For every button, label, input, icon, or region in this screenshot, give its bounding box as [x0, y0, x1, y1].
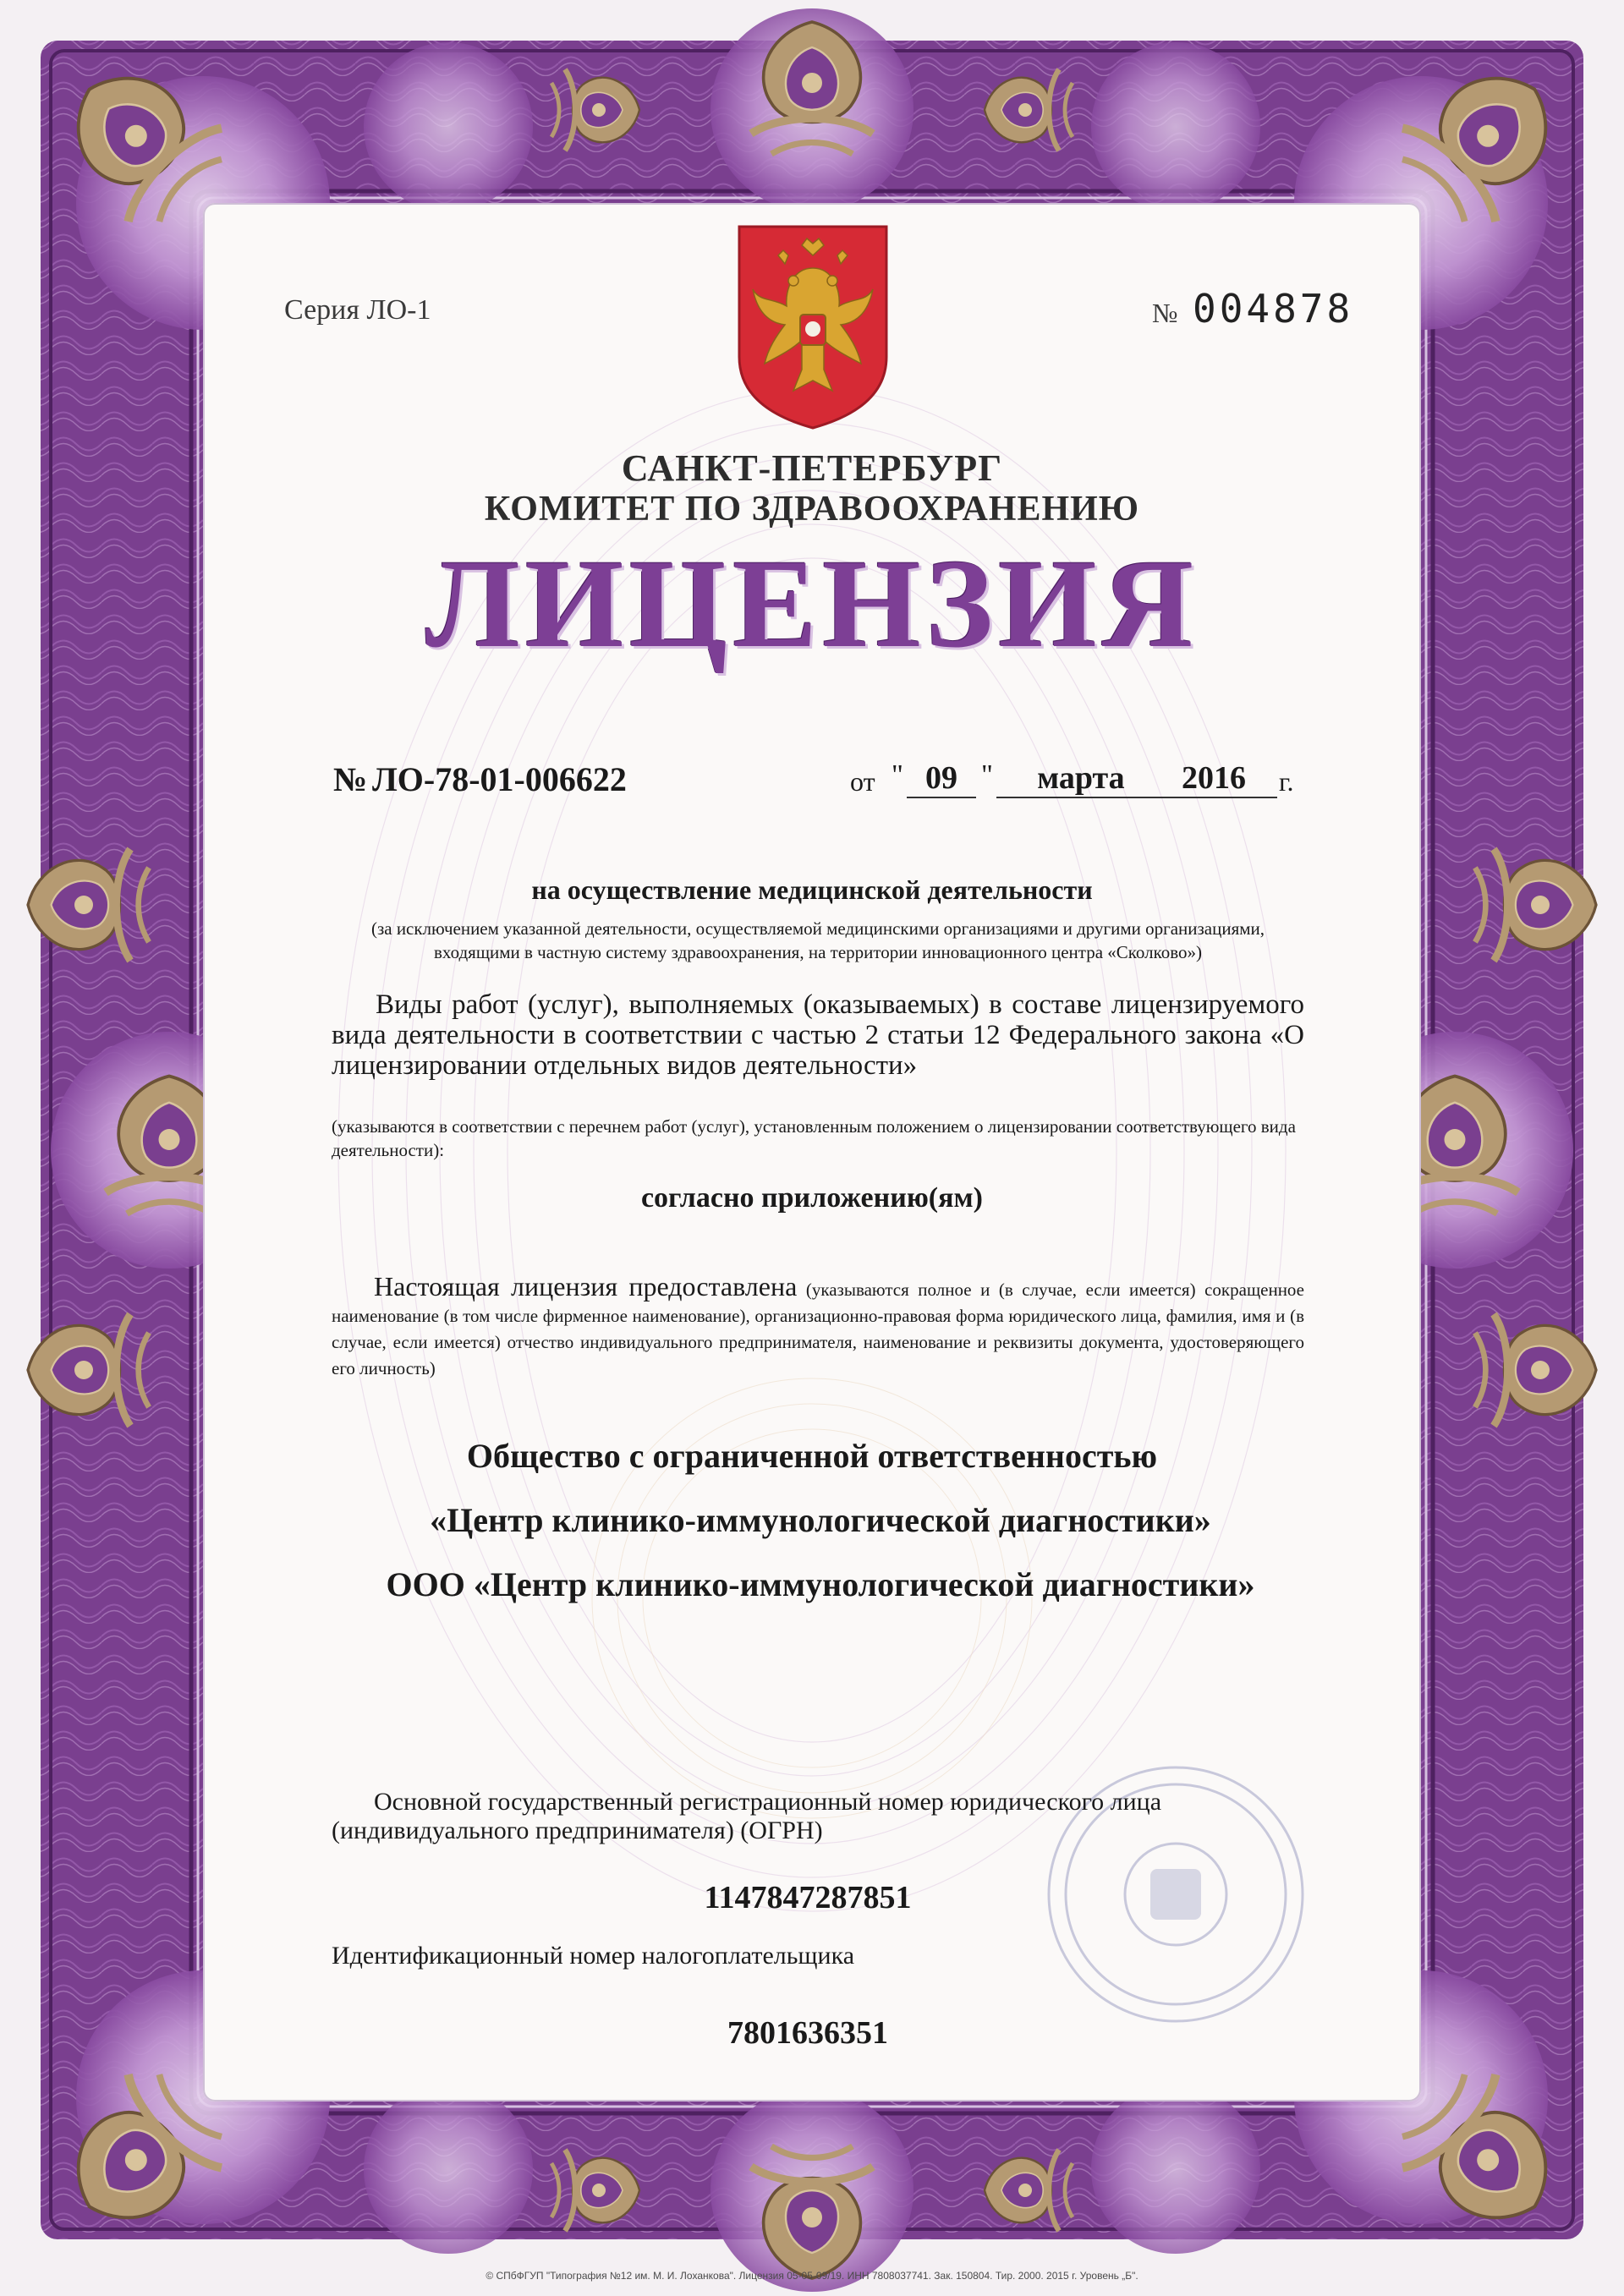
- granted-paragraph: [332, 1271, 1305, 1382]
- date-quote-open: ": [892, 759, 903, 791]
- organization-short-name: ООО «Центр клинико-иммунологической диагностики»: [386, 1565, 1255, 1603]
- inn-value: 7801636351: [727, 2015, 888, 2051]
- printer-imprint: © СПбФГУП "Типография №12 им. М. И. Лоханкова". Лицензия 05-05-09/19. ИНН 7808037741. Зак. 150804. Тир. 2000. 2015 г. Уровень „Б".: [486, 2270, 1138, 2282]
- form-number: 004878: [1193, 286, 1354, 332]
- issuer-city: САНКТ-ПЕТЕРБУРГ: [621, 447, 1003, 489]
- granted-lead: Настоящая лицензия предоставлена: [374, 1271, 798, 1301]
- issue-day: 09: [907, 759, 976, 798]
- activity-note: (за исключением указанной деятельности, осуществляемой медицинскими организациями и другими организациями, входящими в частную систему здравоохранения, на территории инновационного центра «Сколково»): [370, 918, 1265, 962]
- organization-legal-form: Общество с ограниченной ответственностью: [466, 1437, 1158, 1475]
- document-title: ЛИЦЕНЗИЯ: [425, 534, 1199, 674]
- issue-month: марта: [996, 759, 1166, 798]
- appendix-reference: согласно приложению(ям): [640, 1182, 984, 1214]
- ogrn-value: 1147847287851: [704, 1880, 912, 1915]
- date-from-label: от: [850, 766, 875, 797]
- year-suffix: г.: [1279, 766, 1294, 797]
- works-paragraph: [332, 989, 1304, 1081]
- registration-number-sign: №: [333, 760, 368, 798]
- coat-of-arms-icon: [734, 222, 892, 433]
- series-label: Серия ЛО-1: [284, 294, 431, 326]
- organization-full-name: «Центр клинико-иммунологической диагностики»: [430, 1501, 1211, 1539]
- works-note: (указываются в соответствии с перечнем работ (услуг), установленным положением о лицензировании соответствующего вида деятельности):: [332, 1116, 1296, 1160]
- ogrn-label-text: Основной государственный регистрационный номер юридического лица (индивидуального предпринимателя) (ОГРН): [332, 1788, 1162, 1844]
- issuer-authority: КОМИТЕТ ПО ЗДРАВООХРАНЕНИЮ: [484, 490, 1140, 529]
- number-sign: №: [1152, 298, 1178, 328]
- issue-year: 2016: [1150, 759, 1277, 798]
- ogrn-label: [332, 1788, 1304, 1845]
- works-text: Виды работ (услуг), выполняемых (оказываемых) в составе лицензируемого вида деятельности в соответствии с частью 2 статьи 12 Федерального закона «О лицензировании отдельных видов деятельности»: [332, 989, 1304, 1081]
- activity-title: на осуществление медицинской деятельности: [531, 874, 1093, 905]
- granted-note: (указываются полное и (в случае, если имеется) сокращенное наименование (в том числе фирменное наименование), организационно-правовая форма юридического лица, фамилия, имя и (в случае, если имеется) отчество индивидуального предпринимателя, наименование и реквизиты документа, удостоверяющего его личность): [332, 1280, 1305, 1378]
- date-quote-close: ": [981, 759, 993, 791]
- inn-label: Идентификационный номер налогоплательщика: [332, 1942, 855, 1970]
- registration-number: ЛО-78-01-006622: [372, 760, 627, 798]
